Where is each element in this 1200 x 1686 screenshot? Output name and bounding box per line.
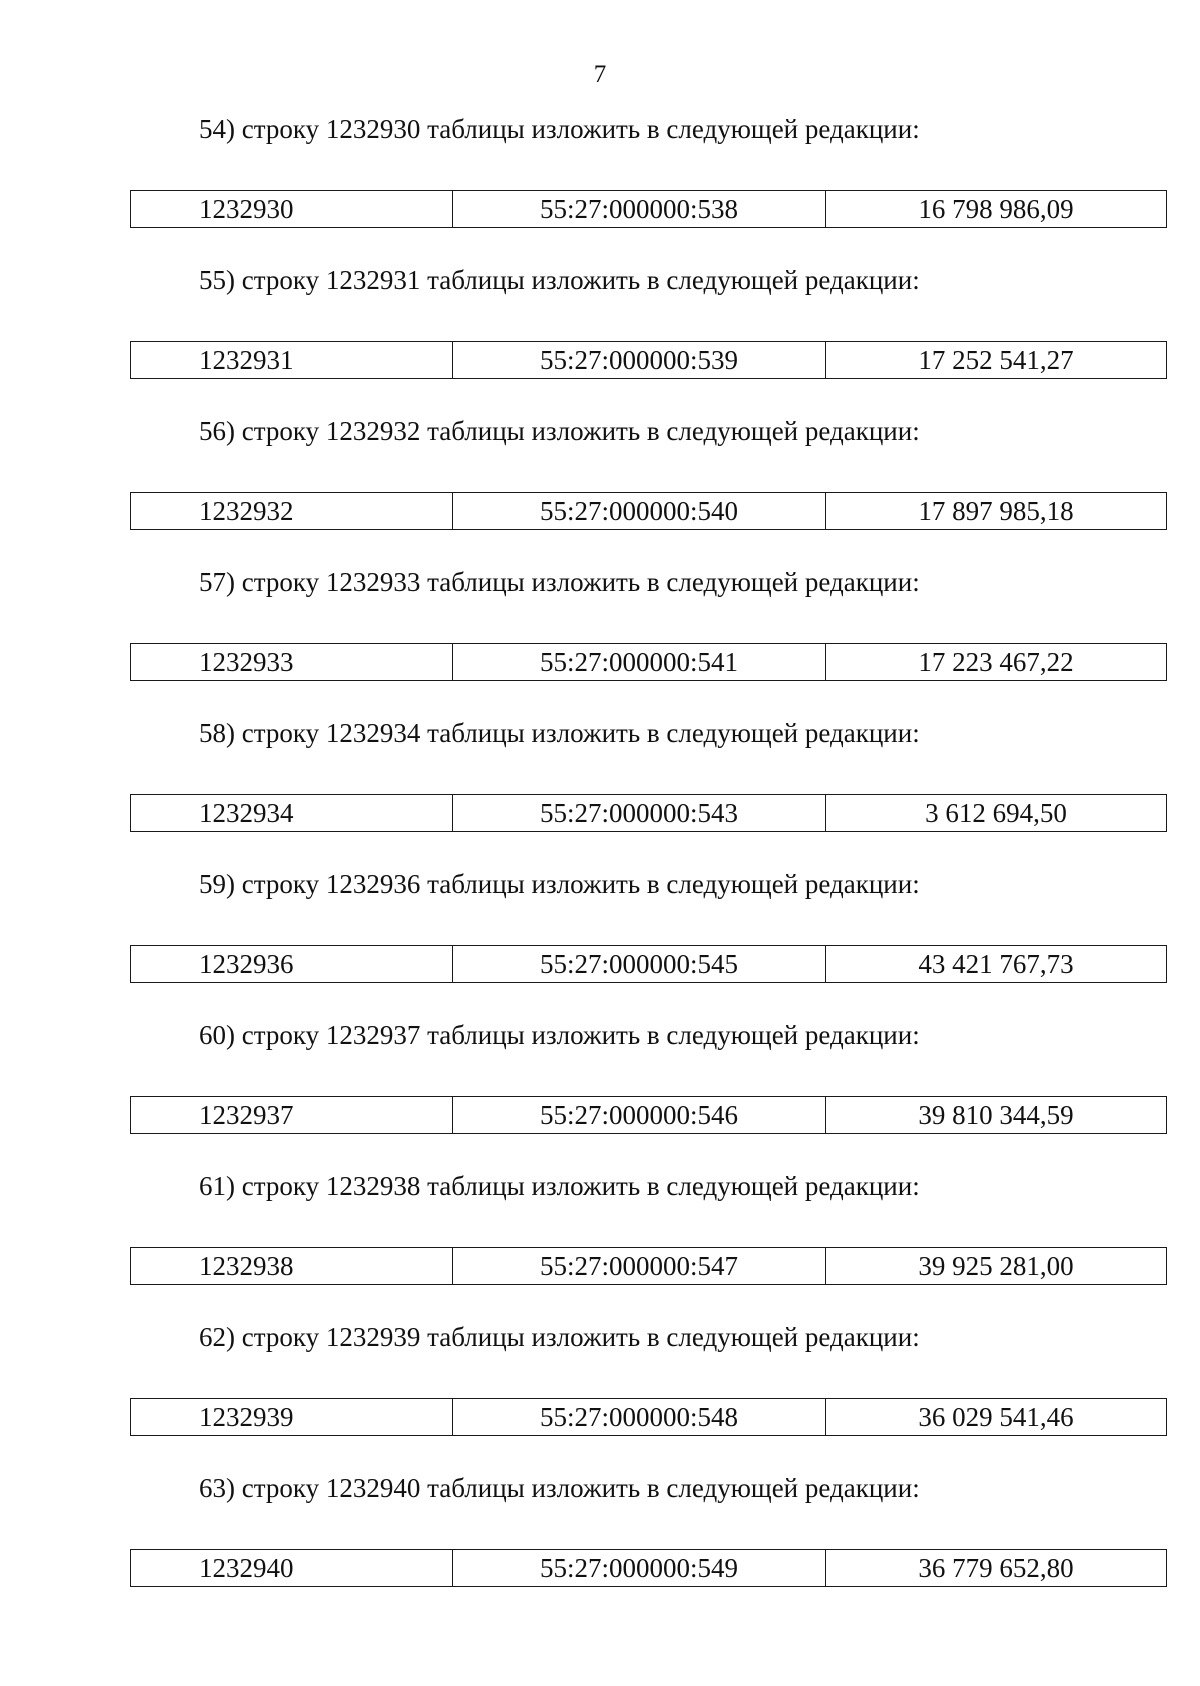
- value-cell: 43 421 767,73: [826, 946, 1167, 983]
- cadastral-number-cell: 55:27:000000:543: [453, 795, 826, 832]
- row-code-cell: 1232940: [131, 1550, 453, 1587]
- amendment-instruction: 54) строку 1232930 таблицы изложить в следующей редакции:: [199, 114, 920, 144]
- amendment-entry: [0, 565, 1200, 716]
- page-number: 7: [593, 61, 607, 88]
- value-cell: 17 223 467,22: [826, 644, 1167, 681]
- cadastral-number-cell: 55:27:000000:538: [453, 191, 826, 228]
- table-row: [130, 190, 1167, 228]
- amendment-instruction: 63) строку 1232940 таблицы изложить в следующей редакции:: [199, 1473, 920, 1503]
- amendment-instruction: 61) строку 1232938 таблицы изложить в следующей редакции:: [199, 1171, 920, 1201]
- amendment-entry: [0, 716, 1200, 867]
- table-row: [130, 492, 1167, 530]
- amendment-entry: [0, 1169, 1200, 1320]
- value-cell: 39 810 344,59: [826, 1097, 1167, 1134]
- row-code-cell: 1232934: [131, 795, 453, 832]
- value-cell: 36 779 652,80: [826, 1550, 1167, 1587]
- row-code-cell: 1232931: [131, 342, 453, 379]
- row-code-cell: 1232932: [131, 493, 453, 530]
- value-cell: 3 612 694,50: [826, 795, 1167, 832]
- amendment-instruction: 59) строку 1232936 таблицы изложить в следующей редакции:: [199, 869, 920, 899]
- table-row: [130, 1247, 1167, 1285]
- amendment-instruction: 55) строку 1232931 таблицы изложить в следующей редакции:: [199, 265, 920, 295]
- value-cell: 17 897 985,18: [826, 493, 1167, 530]
- cadastral-number-cell: 55:27:000000:547: [453, 1248, 826, 1285]
- amendment-instruction: 62) строку 1232939 таблицы изложить в следующей редакции:: [199, 1322, 920, 1352]
- cadastral-number-cell: 55:27:000000:541: [453, 644, 826, 681]
- amendment-entry: [0, 1320, 1200, 1471]
- row-code-cell: 1232936: [131, 946, 453, 983]
- row-code-cell: 1232930: [131, 191, 453, 228]
- value-cell: 39 925 281,00: [826, 1248, 1167, 1285]
- row-code-cell: 1232939: [131, 1399, 453, 1436]
- row-code-cell: 1232937: [131, 1097, 453, 1134]
- amendment-entry: [0, 1018, 1200, 1169]
- amendment-instruction: 57) строку 1232933 таблицы изложить в следующей редакции:: [199, 567, 920, 597]
- cadastral-number-cell: 55:27:000000:539: [453, 342, 826, 379]
- amendment-entry: [0, 867, 1200, 1018]
- cadastral-number-cell: 55:27:000000:548: [453, 1399, 826, 1436]
- cadastral-number-cell: 55:27:000000:546: [453, 1097, 826, 1134]
- table-row: [130, 643, 1167, 681]
- value-cell: 16 798 986,09: [826, 191, 1167, 228]
- cadastral-number-cell: 55:27:000000:549: [453, 1550, 826, 1587]
- value-cell: 36 029 541,46: [826, 1399, 1167, 1436]
- table-row: [130, 1096, 1167, 1134]
- amendment-list: [0, 112, 1200, 1622]
- value-cell: 17 252 541,27: [826, 342, 1167, 379]
- table-row: [130, 794, 1167, 832]
- table-row: [130, 1549, 1167, 1587]
- amendment-entry: [0, 263, 1200, 414]
- amendment-instruction: 58) строку 1232934 таблицы изложить в следующей редакции:: [199, 718, 920, 748]
- amendment-instruction: 60) строку 1232937 таблицы изложить в следующей редакции:: [199, 1020, 920, 1050]
- cadastral-number-cell: 55:27:000000:540: [453, 493, 826, 530]
- amendment-entry: [0, 112, 1200, 263]
- table-row: [130, 1398, 1167, 1436]
- amendment-entry: [0, 1471, 1200, 1622]
- row-code-cell: 1232938: [131, 1248, 453, 1285]
- row-code-cell: 1232933: [131, 644, 453, 681]
- amendment-instruction: 56) строку 1232932 таблицы изложить в следующей редакции:: [199, 416, 920, 446]
- table-row: [130, 341, 1167, 379]
- cadastral-number-cell: 55:27:000000:545: [453, 946, 826, 983]
- amendment-entry: [0, 414, 1200, 565]
- table-row: [130, 945, 1167, 983]
